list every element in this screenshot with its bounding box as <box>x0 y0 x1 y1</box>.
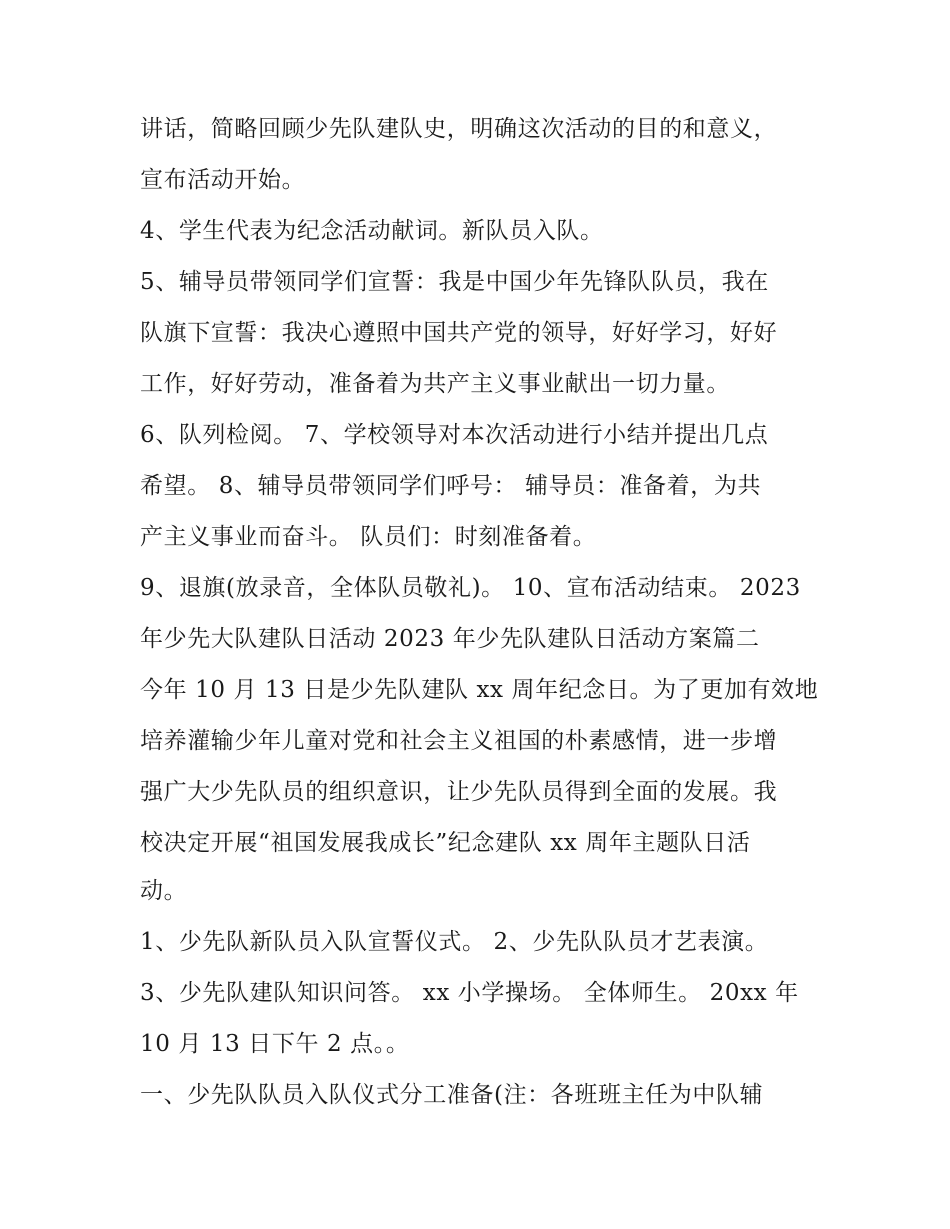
text-line: 强广大少先队员的组织意识，让少先队员得到全面的发展。我 <box>140 779 778 805</box>
text-line: 9、退旗(放录音，全体队员敬礼)。 10、宣布活动结束。 2023 <box>140 575 801 601</box>
text-line: 年少先大队建队日活动 2023 年少先队建队日活动方案篇二 <box>140 626 760 652</box>
text-line: 宣布活动开始。 <box>140 167 306 193</box>
text-line: 工作，好好劳动，准备着为共产主义事业献出一切力量。 <box>140 371 730 397</box>
text-line: 队旗下宣誓：我决心遵照中国共产党的领导，好好学习，好好 <box>140 320 778 346</box>
text-line: 培养灌输少年儿童对党和社会主义祖国的朴素感情，进一步增 <box>140 728 778 754</box>
text-line: 今年 10 月 13 日是少先队建队 xx 周年纪念日。为了更加有效地 <box>140 677 819 703</box>
text-line: 1、少先队新队员入队宣誓仪式。 2、少先队队员才艺表演。 <box>140 929 769 955</box>
text-line: 10 月 13 日下午 2 点。。 <box>140 1031 410 1057</box>
text-line: 校决定开展“祖国发展我成长”纪念建队 xx 周年主题队日活 <box>140 830 751 856</box>
text-line: 一、少先队队员入队仪式分工准备(注：各班班主任为中队辅 <box>140 1082 764 1108</box>
text-line: 4、学生代表为纪念活动献词。新队员入队。 <box>140 218 604 244</box>
text-line: 讲话，简略回顾少先队建队史，明确这次活动的目的和意义， <box>140 116 778 142</box>
text-line: 产主义事业而奋斗。 队员们：时刻准备着。 <box>140 524 597 550</box>
text-line: 希望。 8、辅导员带领同学们呼号： 辅导员：准备着，为共 <box>140 473 762 499</box>
text-line: 5、辅导员带领同学们宣誓：我是中国少年先锋队队员，我在 <box>140 269 769 295</box>
text-line: 3、少先队建队知识问答。 xx 小学操场。 全体师生。 20xx 年 <box>140 980 799 1006</box>
text-line: 动。 <box>140 878 188 904</box>
text-line: 6、队列检阅。 7、学校领导对本次活动进行小结并提出几点 <box>140 422 769 448</box>
